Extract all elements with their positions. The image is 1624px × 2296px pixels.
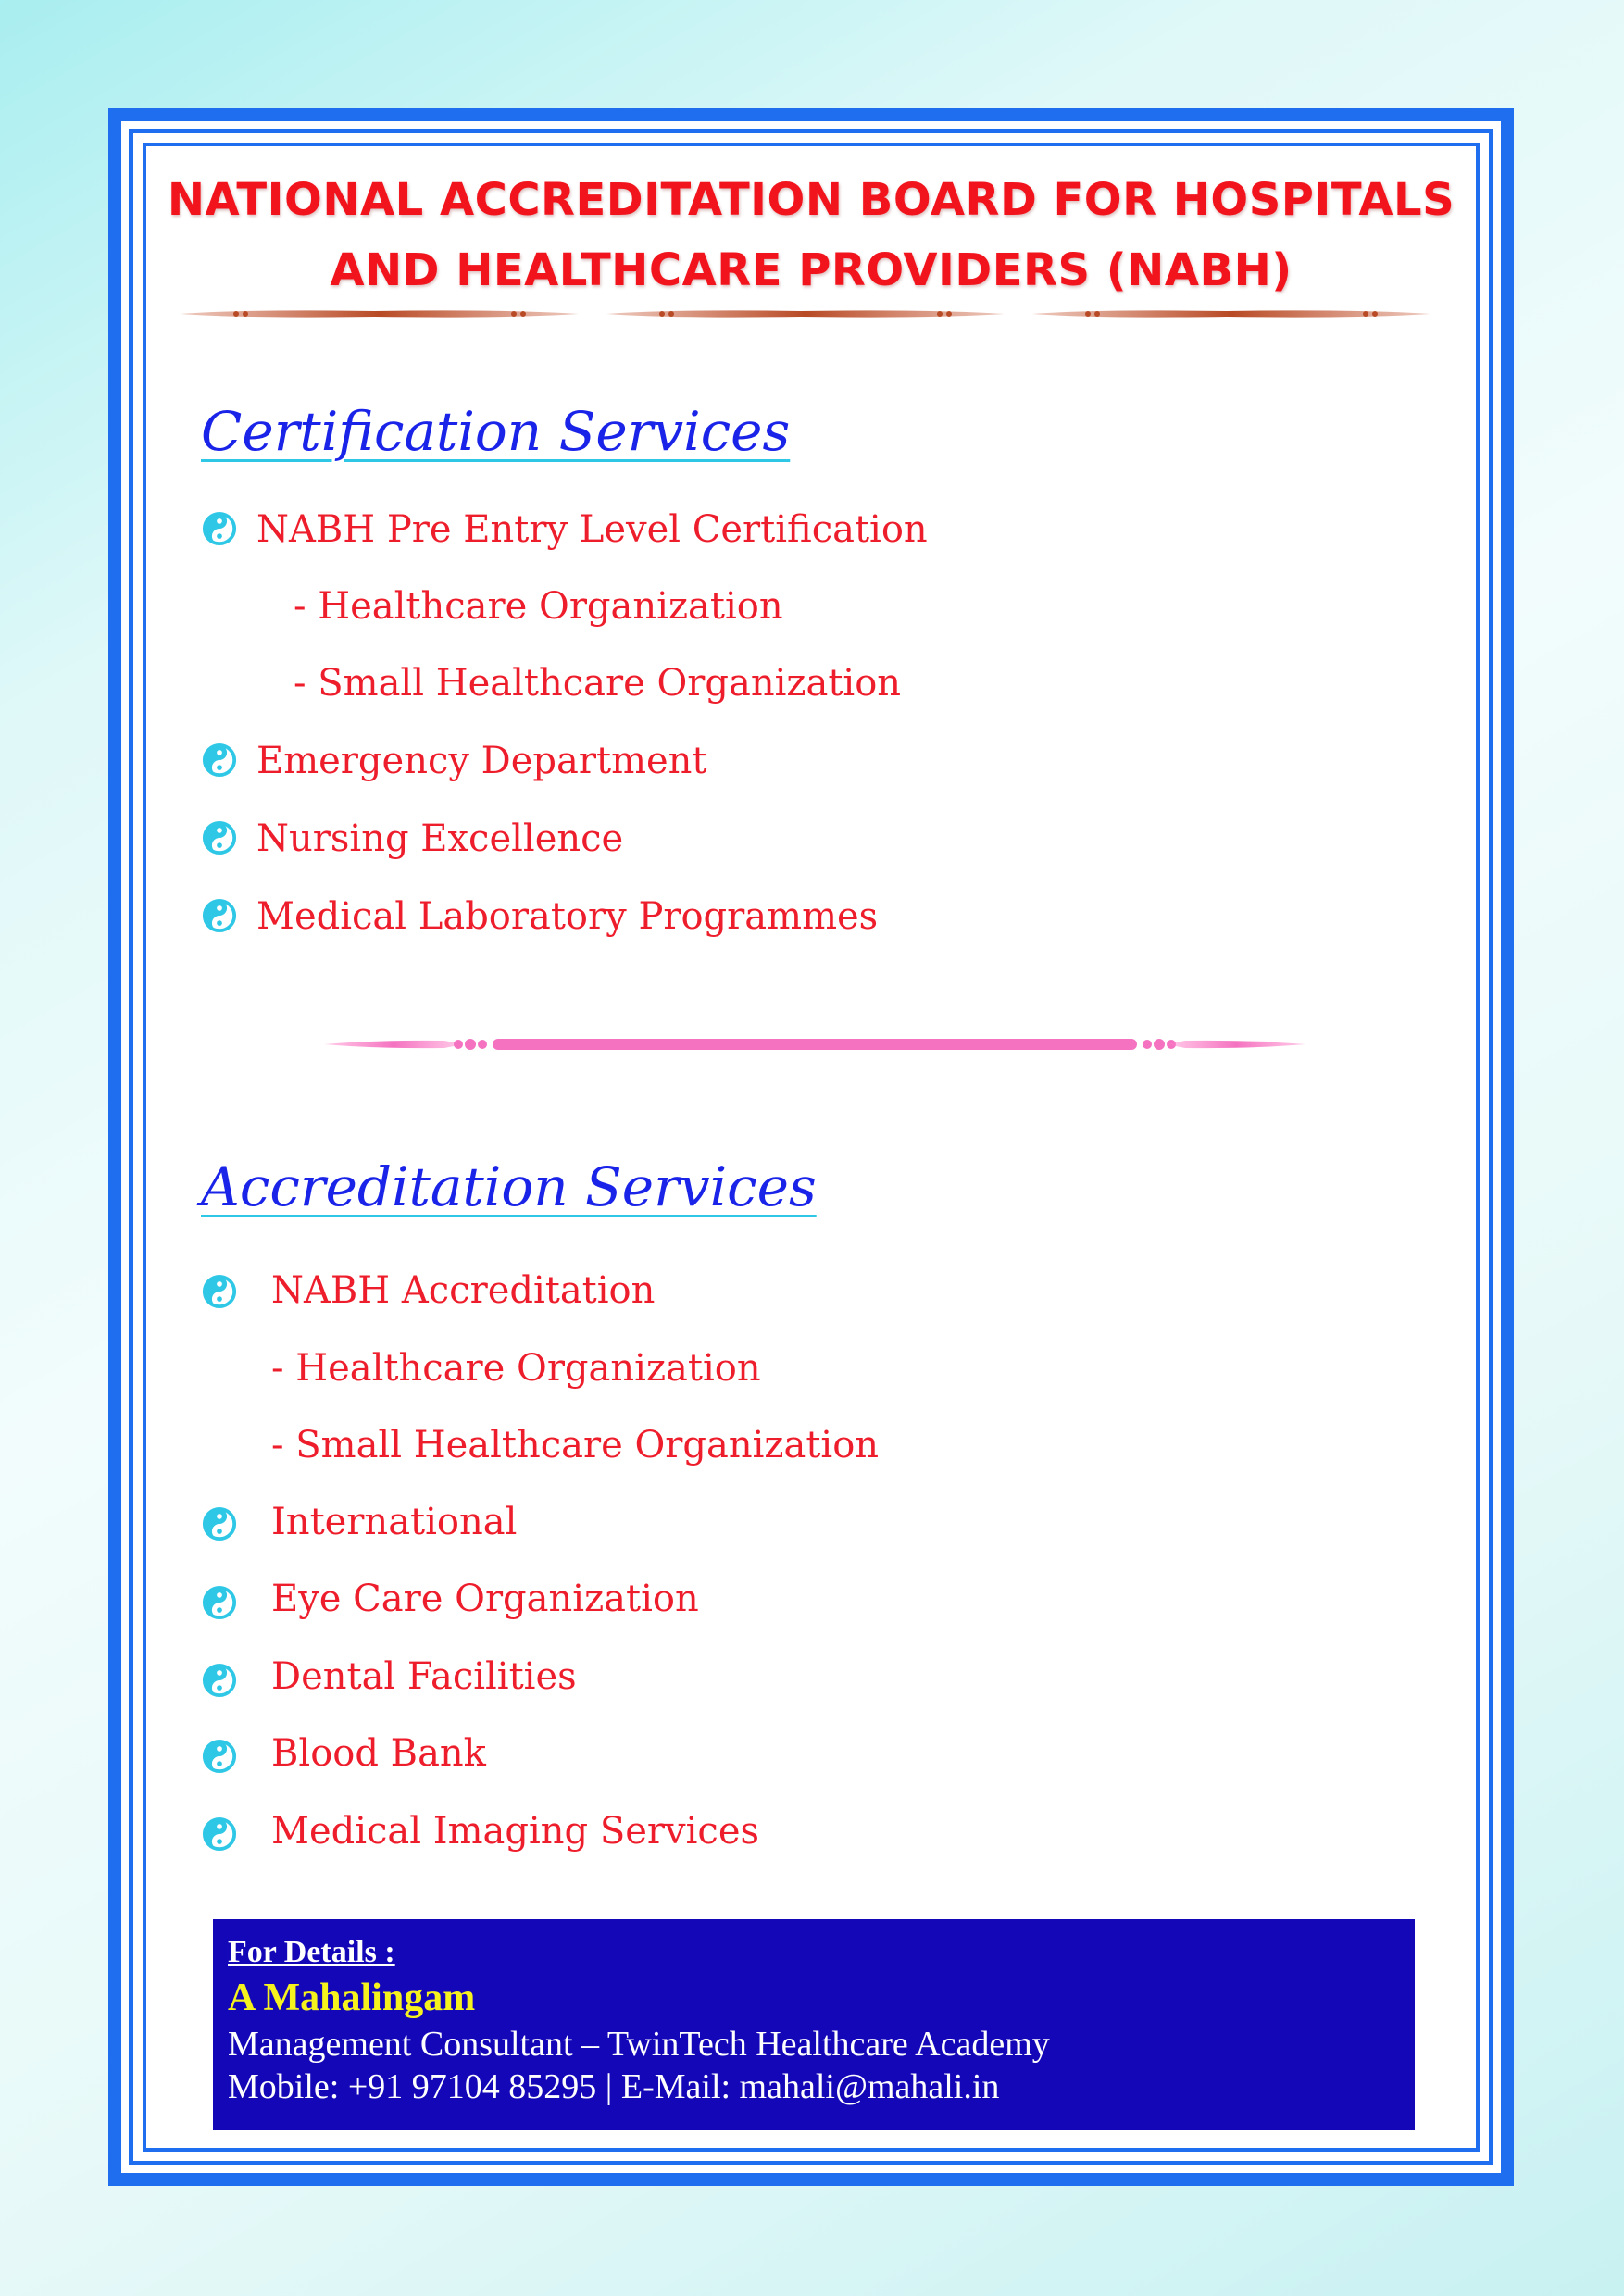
contact-label: For Details :: [228, 1935, 395, 1969]
ornament-divider-right: [1032, 304, 1430, 324]
yin-yang-bullet-icon: [202, 1506, 237, 1541]
yin-yang-bullet-icon: [202, 1816, 237, 1852]
yin-yang-bullet-icon: [202, 1585, 237, 1620]
yin-yang-bullet-icon: [202, 742, 237, 778]
contact-role: Management Consultant – TwinTech Healthcare Academy: [228, 2025, 1050, 2064]
contact-box: [213, 1919, 1415, 2130]
list-item: International: [271, 1501, 518, 1543]
accreditation-heading: Accreditation Services: [201, 1155, 817, 1218]
yin-yang-bullet-icon: [202, 820, 237, 855]
page-title: [148, 165, 1474, 306]
yin-yang-bullet-icon: [202, 898, 237, 933]
list-item: Blood Bank: [271, 1732, 486, 1775]
contact-phone-email: Mobile: +91 97104 85295 | E-Mail: mahali@mahali.in: [228, 2067, 1000, 2106]
list-subitem: - Healthcare Organization: [271, 1347, 761, 1390]
list-item: Eye Care Organization: [271, 1578, 699, 1620]
list-item: Nursing Excellence: [256, 817, 624, 860]
certification-heading: Certification Services: [201, 400, 791, 463]
list-subitem: - Healthcare Organization: [294, 585, 783, 628]
list-item: Dental Facilities: [271, 1655, 577, 1698]
list-subitem: - Small Healthcare Organization: [294, 662, 902, 705]
title-line-1: NATIONAL ACCREDITATION BOARD FOR HOSPITALS: [167, 174, 1455, 226]
list-subitem: - Small Healthcare Organization: [271, 1424, 880, 1466]
yin-yang-bullet-icon: [202, 1663, 237, 1698]
contact-name: A Mahalingam: [228, 1977, 476, 2019]
title-line-2: AND HEALTHCARE PROVIDERS (NABH): [330, 244, 1293, 296]
ornament-divider-center: [606, 304, 1005, 324]
yin-yang-bullet-icon: [202, 511, 237, 546]
list-item: Emergency Department: [256, 740, 707, 782]
yin-yang-bullet-icon: [202, 1739, 237, 1774]
yin-yang-bullet-icon: [202, 1274, 237, 1309]
list-item: Medical Imaging Services: [271, 1810, 760, 1853]
list-item: NABH Accreditation: [271, 1269, 656, 1312]
ornament-divider-pink: [324, 1028, 1305, 1061]
ornament-divider-left: [181, 304, 579, 324]
list-item: Medical Laboratory Programmes: [256, 895, 879, 938]
list-item: NABH Pre Entry Level Certification: [256, 508, 928, 551]
